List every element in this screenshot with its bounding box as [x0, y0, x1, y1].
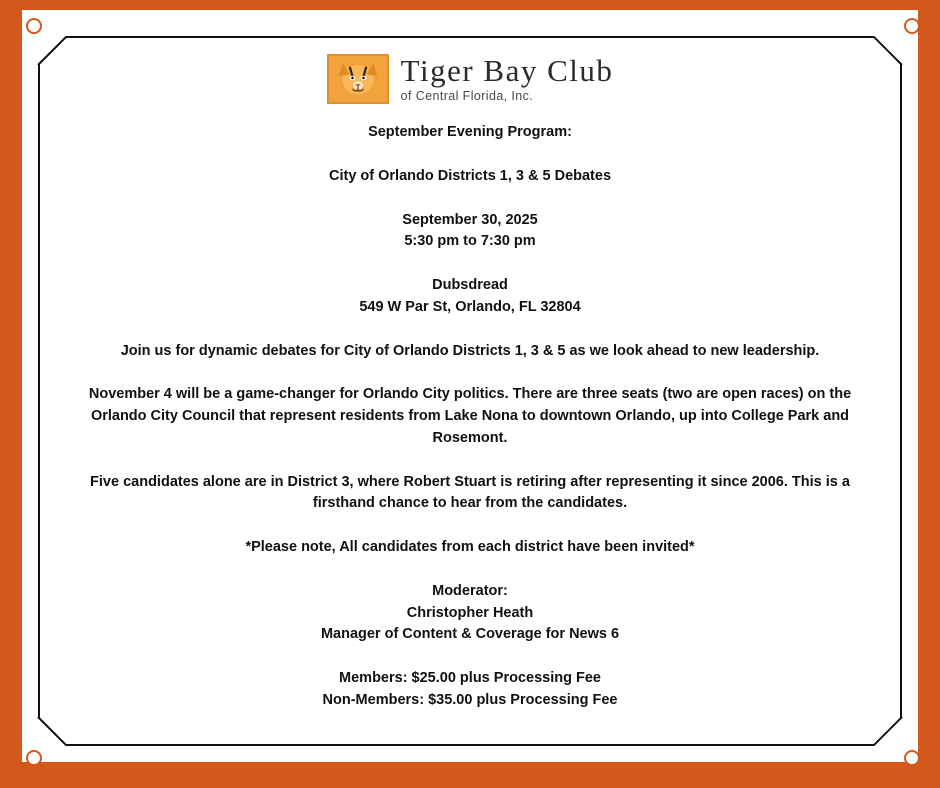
- event-time: 5:30 pm to 7:30 pm: [404, 233, 536, 250]
- body-paragraph-1: November 4 will be a game-changer for Orlando City politics. There are three seats (two are open races) on the Orlando City Council that represent residents from Lake Nona to downtown Orlando, up into College Park and Rosemont.: [88, 386, 852, 446]
- club-tagline: of Central Florida, Inc.: [400, 89, 534, 104]
- price-members: Members: $25.00 plus Processing Fee: [339, 670, 601, 686]
- club-logo: [68, 54, 872, 104]
- corner-screw-top-left: [26, 18, 42, 34]
- moderator-name: Christopher Heath: [406, 604, 534, 621]
- price-non-members: Non-Members: $35.00 plus Processing Fee: [322, 691, 618, 708]
- club-logo-text: [401, 55, 614, 103]
- invitation-note: *Please note, All candidates from each district have been invited*: [245, 539, 695, 555]
- moderator-label: Moderator:: [432, 582, 508, 599]
- event-date: September 30, 2025: [402, 211, 538, 228]
- program-title: September Evening Program:: [368, 124, 572, 140]
- event-title: City of Orlando Districts 1, 3 & 5 Debates: [328, 167, 612, 184]
- corner-screw-bottom-right: [904, 750, 920, 766]
- venue-address: 549 W Par St, Orlando, FL 32804: [359, 298, 581, 315]
- tiger-face-icon: [327, 54, 389, 104]
- intro-paragraph: Join us for dynamic debates for City of Orlando Districts 1, 3 & 5 as we look ahead to new leadership.: [120, 342, 820, 359]
- venue-name: Dubsdread: [432, 277, 508, 293]
- club-name: Tiger Bay Club: [400, 53, 614, 89]
- corner-screw-top-right: [904, 18, 920, 34]
- moderator-title: Manager of Content & Coverage for News 6: [320, 626, 620, 643]
- corner-screw-bottom-left: [26, 750, 42, 766]
- flyer-content: [38, 36, 902, 746]
- body-paragraph-2: Five candidates alone are in District 3, where Robert Stuart is retiring after representing it since 2006. This is a firsthand chance to hear from the candidates.: [90, 473, 850, 512]
